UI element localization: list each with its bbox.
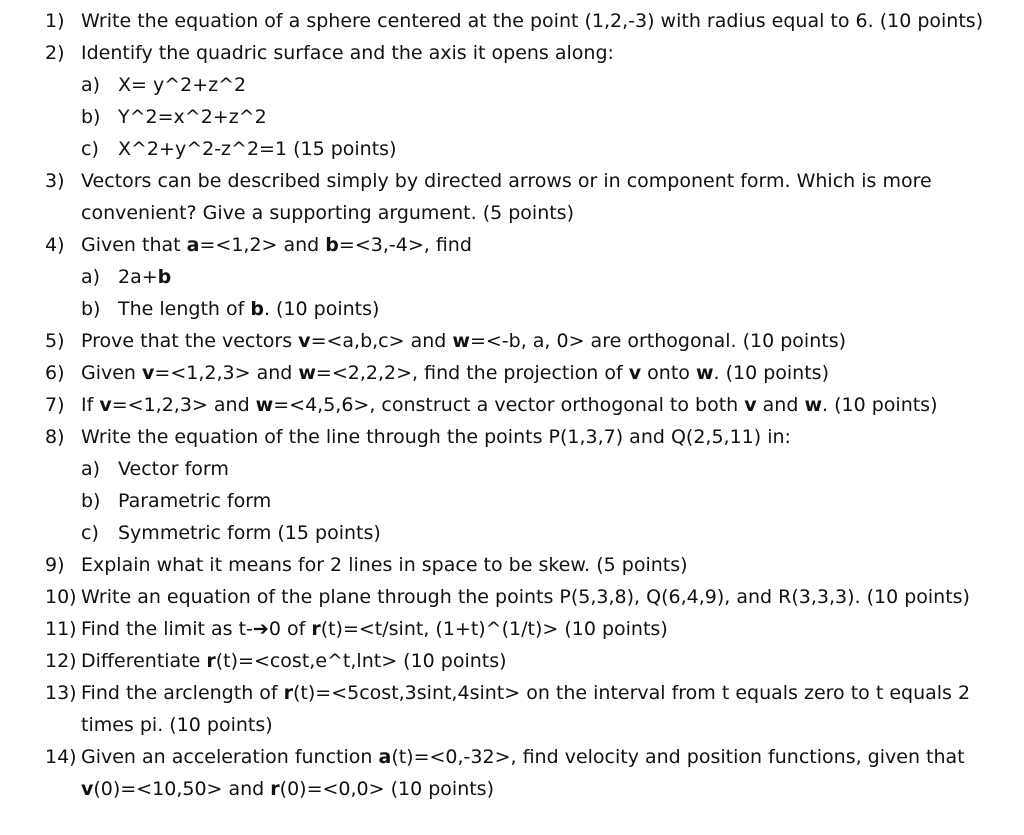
sub-question-letter: c) xyxy=(81,522,99,544)
text-segment: . (10 points) xyxy=(713,362,829,384)
sub-question-line xyxy=(0,69,1024,101)
question-text xyxy=(81,613,668,645)
sub-question-line xyxy=(0,101,1024,133)
bold-vector-symbol: r xyxy=(206,650,216,672)
question-text xyxy=(81,421,791,453)
text-segment: onto xyxy=(641,362,696,384)
bold-vector-symbol: v xyxy=(744,394,757,416)
sub-question-line xyxy=(0,133,1024,165)
question-line xyxy=(0,357,1024,389)
bold-vector-symbol: r xyxy=(270,778,280,800)
sub-question-line xyxy=(0,453,1024,485)
question-list xyxy=(0,5,1024,805)
bold-vector-symbol: b xyxy=(157,266,172,288)
question-line xyxy=(0,645,1024,677)
question-text xyxy=(81,709,273,741)
question-number: 11) xyxy=(45,618,77,640)
question-line xyxy=(0,5,1024,37)
question-text xyxy=(81,325,846,357)
bold-vector-symbol: r xyxy=(311,618,321,640)
bold-vector-symbol: v xyxy=(81,778,94,800)
text-segment: (t)=<cost,e^t,lnt> (10 points) xyxy=(215,650,507,672)
question-text xyxy=(81,741,965,773)
text-segment: X= y^2+z^2 xyxy=(118,74,247,96)
text-segment: times pi. (10 points) xyxy=(81,714,273,736)
text-segment: =<4,5,6>, construct a vector orthogonal to both xyxy=(273,394,745,416)
bold-vector-symbol: a xyxy=(186,234,200,256)
sub-question-letter: a) xyxy=(81,458,101,480)
sub-question-letter: b) xyxy=(81,298,101,320)
text-segment: =<-b, a, 0> are orthogonal. (10 points) xyxy=(469,330,847,352)
question-text xyxy=(118,485,271,517)
bold-vector-symbol: a xyxy=(378,746,392,768)
text-segment: Given an acceleration function xyxy=(81,746,379,768)
bold-vector-symbol: w xyxy=(298,362,316,384)
question-text xyxy=(81,5,983,37)
sub-question-letter: c) xyxy=(81,138,99,160)
text-segment: (0)=<0,0> (10 points) xyxy=(279,778,494,800)
text-segment: =<2,2,2>, find the projection of xyxy=(315,362,629,384)
question-line xyxy=(0,581,1024,613)
text-segment: Identify the quadric surface and the axis it opens along: xyxy=(81,42,614,64)
bold-vector-symbol: v xyxy=(99,394,112,416)
bold-vector-symbol: w xyxy=(255,394,274,416)
text-segment: Given xyxy=(81,362,143,384)
text-segment: X^2+y^2-z^2=1 (15 points) xyxy=(118,138,397,160)
question-text xyxy=(81,389,938,421)
question-line xyxy=(0,549,1024,581)
question-number: 2) xyxy=(45,42,65,64)
question-number: 4) xyxy=(45,234,65,256)
text-segment: convenient? Give a supporting argument. (5 points) xyxy=(81,202,574,224)
text-segment: The length of xyxy=(118,298,251,320)
text-segment: Write the equation of the line through the points P(1,3,7) and Q(2,5,11) in: xyxy=(81,426,791,448)
question-line xyxy=(0,229,1024,261)
text-segment: =<a,b,c> and xyxy=(310,330,453,352)
question-number: 9) xyxy=(45,554,65,576)
question-text xyxy=(81,165,932,197)
bold-vector-symbol: r xyxy=(283,682,294,704)
text-segment: . (10 points) xyxy=(822,394,938,416)
question-line xyxy=(0,37,1024,69)
bold-vector-symbol: v xyxy=(628,362,642,384)
question-text xyxy=(81,549,688,581)
text-segment: (t)=<5cost,3sint,4sint> on the interval from t equals zero to t equals 2 xyxy=(293,682,971,704)
sub-question-line xyxy=(0,485,1024,517)
bold-vector-symbol: v xyxy=(142,362,155,384)
question-text xyxy=(118,517,381,549)
text-segment: Write an equation of the plane through the points P(5,3,8), Q(6,4,9), and R(3,3,3). (10 points) xyxy=(81,586,970,608)
question-line xyxy=(0,389,1024,421)
bold-vector-symbol: w xyxy=(452,330,470,352)
sub-question-line xyxy=(0,293,1024,325)
text-segment: Given that xyxy=(81,234,187,256)
text-segment: Vector form xyxy=(118,458,229,480)
question-line xyxy=(0,165,1024,197)
text-segment: Prove that the vectors xyxy=(81,330,299,352)
text-segment: . (10 points) xyxy=(263,298,380,320)
text-segment: Explain what it means for 2 lines in space to be skew. (5 points) xyxy=(81,554,688,576)
text-segment: Vectors can be described simply by directed arrows or in component form. Which is more xyxy=(81,170,932,192)
question-line xyxy=(0,421,1024,453)
text-segment: =<1,2,3> and xyxy=(154,362,299,384)
text-segment: (t)=<t/sint, (1+t)^(1/t)> (10 points) xyxy=(320,618,668,640)
question-text xyxy=(81,581,970,613)
question-text xyxy=(118,69,246,101)
bold-vector-symbol: w xyxy=(804,394,823,416)
text-segment: =<1,2,3> and xyxy=(111,394,256,416)
text-segment: =<3,-4>, find xyxy=(338,234,472,256)
sub-question-letter: a) xyxy=(81,266,101,288)
question-number: 13) xyxy=(45,682,77,704)
question-number: 12) xyxy=(45,650,77,672)
question-line xyxy=(0,613,1024,645)
question-text xyxy=(81,229,472,261)
question-number: 3) xyxy=(45,170,65,192)
question-text xyxy=(118,101,267,133)
text-segment: Symmetric form (15 points) xyxy=(118,522,381,544)
text-segment: Differentiate xyxy=(81,650,207,672)
bold-vector-symbol: b xyxy=(325,234,339,256)
text-segment: Find the limit as t-➔0 of xyxy=(81,618,312,640)
text-segment: Parametric form xyxy=(118,490,272,512)
sub-question-line xyxy=(0,261,1024,293)
sub-question-line xyxy=(0,517,1024,549)
question-continuation-line xyxy=(0,709,1024,741)
question-text xyxy=(118,453,229,485)
bold-vector-symbol: b xyxy=(250,298,264,320)
text-segment: =<1,2> and xyxy=(199,234,326,256)
question-text xyxy=(81,357,829,389)
sub-question-letter: b) xyxy=(81,106,101,128)
question-line xyxy=(0,325,1024,357)
question-continuation-line xyxy=(0,773,1024,805)
text-segment: (t)=<0,-32>, find velocity and position functions, given that xyxy=(391,746,965,768)
question-number: 14) xyxy=(45,746,77,768)
sub-question-letter: b) xyxy=(81,490,101,512)
question-number: 6) xyxy=(45,362,65,384)
bold-vector-symbol: v xyxy=(298,330,311,352)
text-segment: and xyxy=(756,394,805,416)
question-line xyxy=(0,677,1024,709)
sub-question-letter: a) xyxy=(81,74,101,96)
question-text xyxy=(118,293,379,325)
question-text xyxy=(81,197,574,229)
text-segment: Find the arclength of xyxy=(81,682,284,704)
text-segment: 2a+ xyxy=(118,266,158,288)
question-text xyxy=(118,133,396,165)
question-number: 10) xyxy=(45,586,77,608)
question-continuation-line xyxy=(0,197,1024,229)
text-segment: Y^2=x^2+z^2 xyxy=(118,106,267,128)
question-text xyxy=(118,261,171,293)
question-number: 8) xyxy=(45,426,65,448)
question-number: 1) xyxy=(45,10,65,32)
question-number: 7) xyxy=(45,394,65,416)
text-segment: (0)=<10,50> and xyxy=(93,778,271,800)
text-segment: If xyxy=(81,394,100,416)
text-segment: Write the equation of a sphere centered at the point (1,2,-3) with radius equal to 6. (10 points) xyxy=(81,10,984,32)
question-number: 5) xyxy=(45,330,65,352)
question-line xyxy=(0,741,1024,773)
question-text xyxy=(81,645,507,677)
question-text xyxy=(81,37,614,69)
question-text xyxy=(81,773,494,805)
question-text xyxy=(81,677,970,709)
bold-vector-symbol: w xyxy=(695,362,714,384)
